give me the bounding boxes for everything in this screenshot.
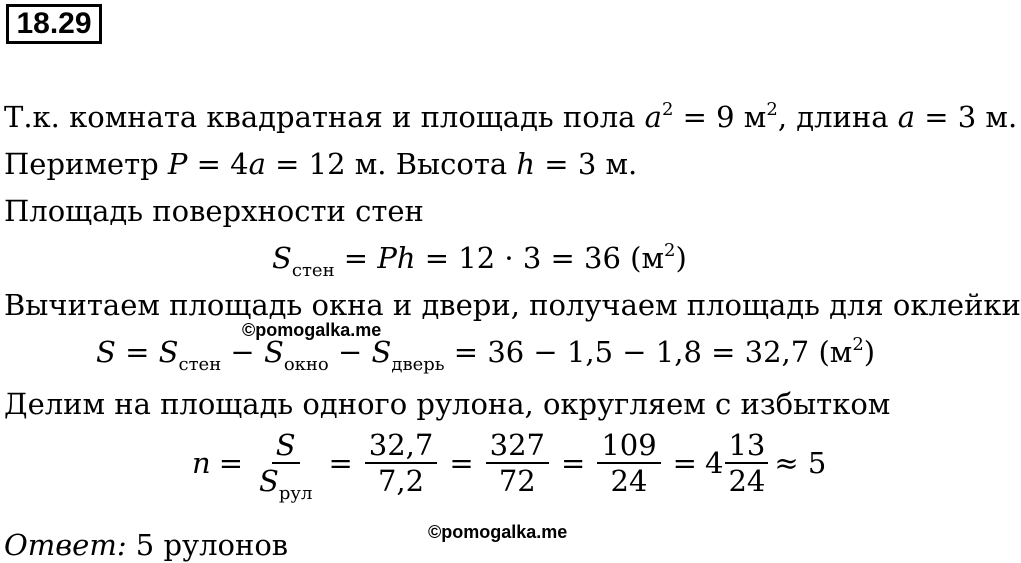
exponent: 2	[852, 334, 864, 355]
denominator: 24	[728, 464, 766, 498]
text: )	[863, 335, 876, 369]
fraction-reduced	[597, 428, 660, 498]
var-a: a	[644, 100, 662, 134]
denominator: 24	[610, 464, 648, 498]
exponent: 2	[766, 99, 778, 120]
formula-paste-area	[96, 334, 876, 375]
answer-line	[4, 528, 288, 562]
approx-result: ≈ 5	[774, 446, 827, 480]
var-a: a	[248, 147, 266, 181]
denominator: 7,2	[377, 464, 425, 498]
text: )	[675, 241, 687, 275]
text: = 9 м	[673, 100, 767, 134]
fraction-s-over-sroll	[255, 428, 316, 504]
statement-line-3: Площадь поверхности стен	[4, 194, 424, 228]
equals-sign: =	[328, 446, 353, 480]
text: = 4	[187, 147, 249, 181]
var-p: P	[167, 147, 188, 181]
text: = 12 м. Высота	[265, 147, 517, 181]
equals-sign: =	[561, 446, 586, 480]
denominator: 72	[498, 464, 536, 498]
var-s: S	[259, 464, 279, 498]
problem-number-badge: 18.29	[6, 4, 102, 44]
numerator: 109	[597, 428, 660, 464]
text: , длина	[777, 100, 898, 134]
mixed-whole-part: 4	[704, 446, 724, 480]
var-s: S	[272, 241, 292, 275]
text: = 36 − 1,5 − 1,8 = 32,7 (м	[444, 335, 853, 369]
var-s: S	[96, 335, 116, 369]
text: =	[334, 241, 378, 275]
text: −	[328, 335, 372, 369]
var-s: S	[371, 335, 392, 369]
text: = 12 · 3 = 36 (м	[415, 241, 664, 275]
subscript: рул	[278, 483, 313, 504]
equals-sign: =	[672, 446, 697, 480]
numerator: 32,7	[365, 428, 438, 464]
equals-sign: =	[218, 446, 243, 480]
text: Т.к. комната квадратная и площадь пола	[4, 100, 645, 134]
subscript: стен	[178, 354, 222, 375]
equals-sign: =	[449, 446, 474, 480]
statement-line-1	[4, 100, 1017, 134]
watermark: ©pomogalka.me	[242, 320, 382, 340]
text: Периметр	[4, 147, 168, 181]
denominator	[255, 464, 316, 504]
formula-wall-area	[272, 240, 687, 281]
var-s: S	[158, 335, 179, 369]
subscript: дверь	[391, 354, 445, 375]
statement-line-2	[4, 147, 637, 181]
answer-value: 5 рулонов	[126, 528, 289, 562]
var-s: S	[263, 335, 284, 369]
numerator: 327	[486, 428, 549, 464]
var-h: h	[516, 147, 536, 181]
subscript: стен	[291, 260, 335, 281]
fraction-integer	[486, 428, 549, 498]
text: = 3 м.	[915, 100, 1018, 134]
watermark: ©pomogalka.me	[428, 522, 568, 542]
exponent: 2	[664, 240, 676, 261]
fraction-decimal	[365, 428, 438, 498]
text: = 3 м.	[535, 147, 638, 181]
mixed-fraction-part	[725, 428, 768, 498]
text: −	[221, 335, 264, 369]
var-n: n	[192, 446, 211, 480]
numerator: 13	[725, 428, 768, 464]
statement-line-4: Вычитаем площадь окна и двери, получаем площадь для оклейки	[4, 288, 1021, 322]
formula-roll-count	[192, 428, 827, 504]
text: =	[115, 335, 159, 369]
exponent: 2	[661, 99, 674, 120]
var-a: a	[897, 100, 916, 134]
answer-label: Ответ:	[4, 528, 127, 562]
statement-line-5: Делим на площадь одного рулона, округляем с избытком	[4, 387, 891, 421]
numerator: S	[272, 428, 300, 464]
subscript: окно	[283, 354, 329, 375]
var-ph: Ph	[377, 241, 416, 275]
